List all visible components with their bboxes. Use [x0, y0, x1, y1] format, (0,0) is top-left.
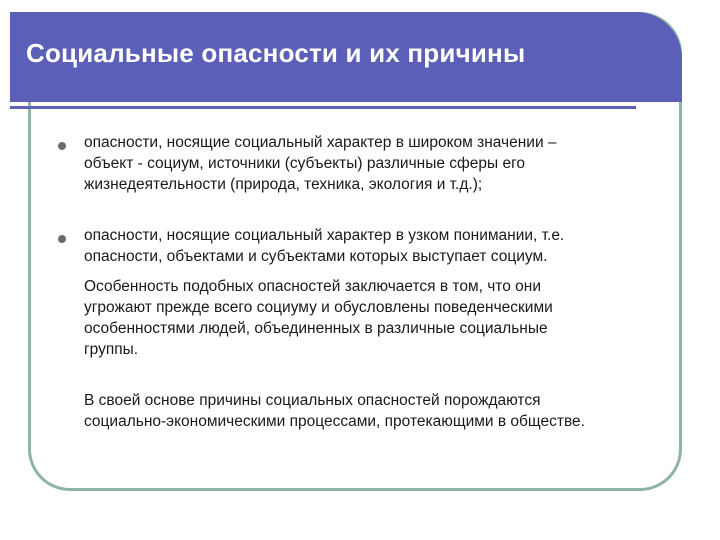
bullet-dot-icon [58, 142, 66, 150]
paragraph-features [84, 276, 674, 360]
bullet-line: опасности, носящие социальный характер в широком значении – [84, 134, 557, 151]
bullet-item-broad [84, 132, 674, 195]
bullet-line: жизнедеятельности (природа, техника, экология и т.д.); [84, 176, 483, 193]
bullet-line: опасности, носящие социальный характер в узком понимании, т.е. [84, 227, 565, 244]
paragraph-causes [84, 390, 674, 432]
paragraph-line: социально-экономическими процессами, протекающими в обществе. [84, 413, 585, 430]
paragraph-line: группы. [84, 341, 139, 358]
paragraph-line: особенностями людей, объединенных в различные социальные [84, 320, 548, 337]
paragraph-line: В своей основе причины социальных опасностей порождаются [84, 392, 541, 409]
slide-title: Социальные опасности и их причины [26, 38, 526, 68]
bullet-line: объект - социум, источники (субъекты) различные сферы его [84, 155, 526, 172]
paragraph-line: угрожают прежде всего социуму и обусловлены поведенческими [84, 299, 553, 316]
bullet-line: опасности, объектами и субъектами которых выступает социум. [84, 248, 548, 265]
bullet-item-narrow [84, 225, 674, 267]
paragraph-line: Особенность подобных опасностей заключается в том, что они [84, 278, 542, 295]
bullet-dot-icon [58, 235, 66, 243]
